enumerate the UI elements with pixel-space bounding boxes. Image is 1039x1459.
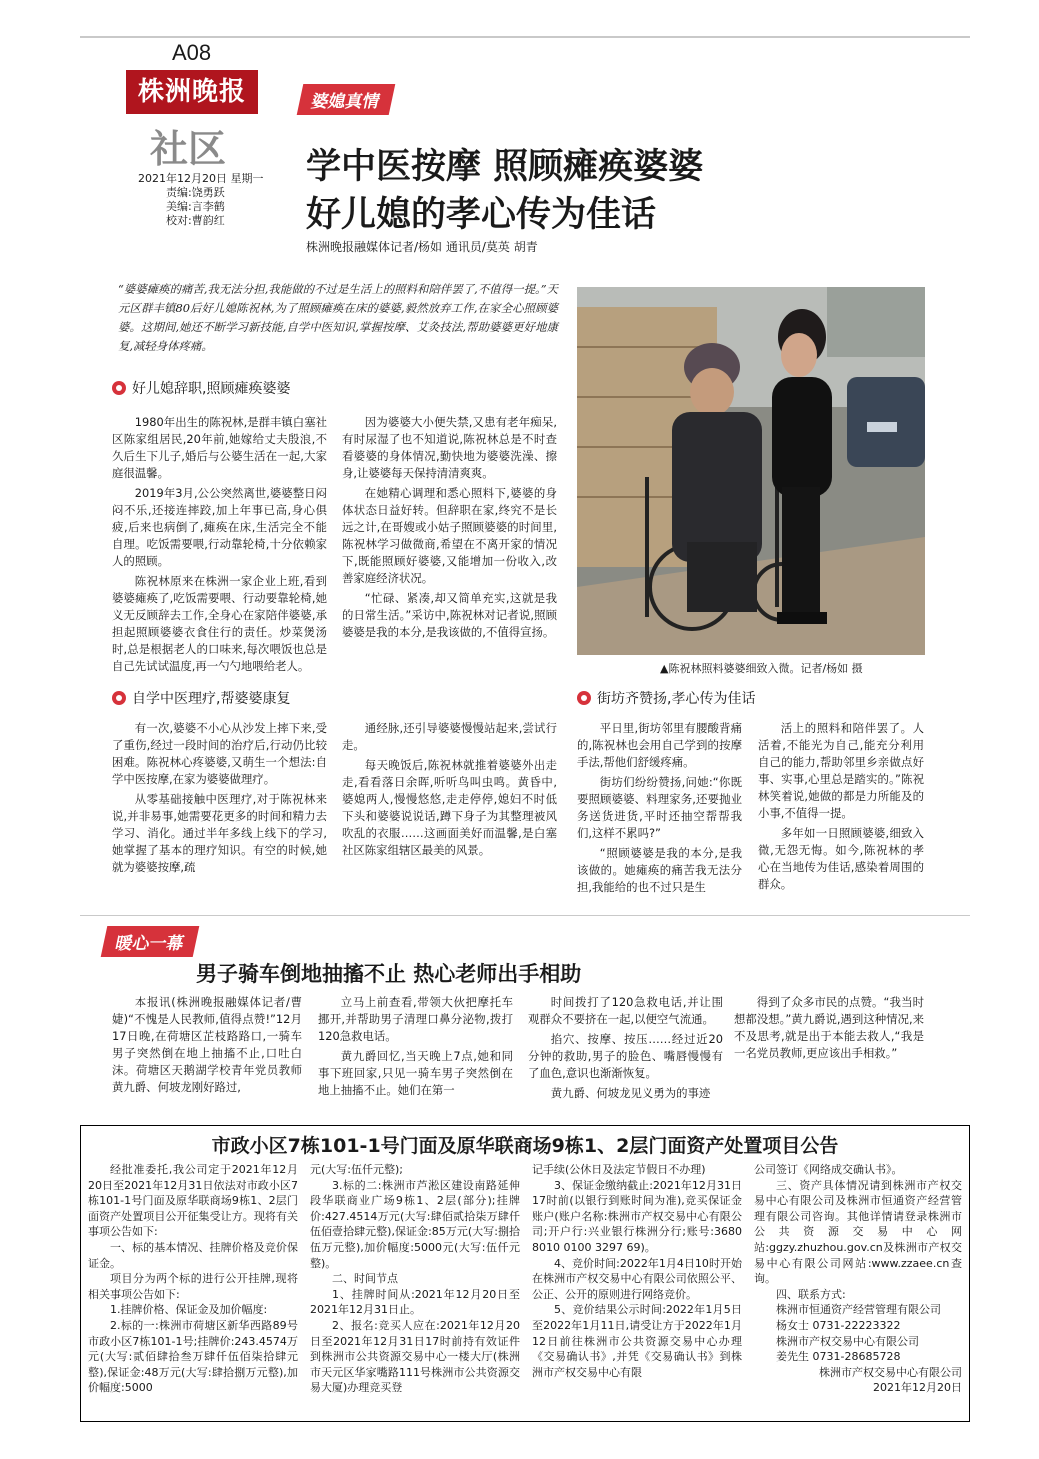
notice-title: 市政小区7栋101-1号门面及原华联商场9栋1、2层门面资产处置项目公告 <box>211 1135 839 1157</box>
page-number: A08 <box>172 40 212 65</box>
story2-col1 <box>112 994 302 1096</box>
notice-col2 <box>310 1162 520 1396</box>
section3-col1 <box>577 720 742 896</box>
editor: 责编:饶勇跃 <box>166 186 225 199</box>
story1-lead: “婆婆瘫痪的痛苦,我无法分担,我能做的不过是生活上的照料和陪伴罢了,不值得一提。”天元区群丰镇80后好儿媳陈祝林,为了照顾瘫痪在床的婆婆,毅然放弃工作,在家全心照顾婆婆。这期间,她还不断学习新技能,自学中医知识,掌握按摩、艾灸技法,帮助婆婆更好地康复,减轻身体疼痛。 <box>118 282 558 353</box>
notice-paragraph: 二、时间节点 <box>332 1272 398 1286</box>
notice-paragraph: 经批准委托,我公司定于2021年12月20日至2021年12月31日依法对市政小区7栋101-1号门面及原华联商场9栋1、2层门面资产处置项目公开征集受让方。现将有关事项公告如下: <box>88 1163 298 1239</box>
edition-date: 2021年12月20日 星期一 <box>138 172 264 185</box>
paragraph: 陈祝林原来在株洲一家企业上班,看到婆婆瘫痪了,吃饭需要喂、行动要靠轮椅,她义无反顾辞去工作,全身心在家陪伴婆婆,承担起照顾婆婆衣食住行的责任。炒菜煲汤时,总是根据老人的口味来,每次喂饭也总是自己先试试温度,再一勺勺地喂给老人。 <box>112 574 327 673</box>
story2-tag: 暖心一幕 <box>104 926 196 957</box>
story2-col2 <box>318 994 513 1099</box>
section2-col2 <box>342 720 557 859</box>
notice-paragraph: 元(大写:伍仟元整); <box>310 1163 403 1176</box>
notice-paragraph: 3、保证金缴纳截止:2021年12月31日17时前(以银行到账时间为准),竞买保证金账户(账户名称:株洲市产权交易中心有限公司;开户行:兴业银行株洲分行;账号:3680 8010 0100 3297 69)。 <box>532 1178 742 1254</box>
paragraph: 有一次,婆婆不小心从沙发上摔下来,受了重伤,经过一段时间的治疗后,行动仍比较困难。陈祝林心疼婆婆,又萌生一个想法:自学中医按摩,在家为婆婆做理疗。 <box>112 721 327 786</box>
top-rule <box>80 36 970 38</box>
art-editor: 美编:言李鹤 <box>166 200 225 213</box>
proofreader: 校对:曹韵红 <box>166 214 225 227</box>
notice-paragraph: 1.挂牌价格、保证金及加价幅度: <box>110 1303 268 1317</box>
notice-paragraph: 公司签订《网络成交确认书》。 <box>754 1163 903 1176</box>
paragraph: 活上的照料和陪伴罢了。人活着,不能光为自己,能充分利用自己的能力,帮助邻里乡亲做点好事、实事,心里总是踏实的。”陈祝林笑着说,她做的都是力所能及的小事,不值得一提。 <box>758 721 924 820</box>
notice-paragraph: 2.标的一:株洲市荷塘区新华西路89号市政小区7栋101-1号;挂牌价:243.4574万元(大写:贰佰肆拾叁万肆仟伍佰柒拾肆元整),保证金:48万元(大写:肆拾捌万元整),加价幅度:5000 <box>88 1318 298 1395</box>
photo-caption: ▲陈祝林照料婆婆细致入微。记者/杨如 摄 <box>660 662 863 675</box>
paragraph: 立马上前查看,带领大伙把摩托车挪开,并帮助男子清理口鼻分泌物,拨打120急救电话。 <box>318 995 513 1043</box>
section1-col1 <box>112 414 327 675</box>
story1-headline <box>306 143 703 239</box>
paragraph: 2019年3月,公公突然离世,婆婆整日闷闷不乐,还接连摔跤,加上年事已高,身心俱疲,后来也病倒了,瘫痪在床,生活完全不能自理。吃饭需要喂,行动靠轮椅,十分依赖家人的照顾。 <box>112 486 327 568</box>
notice-paragraph: 记手续(公休日及法定节假日不办理) <box>532 1163 706 1176</box>
paragraph: 平日里,街坊邻里有腰酸背痛的,陈祝林也会用自己学到的按摩手法,帮他们舒缓疼痛。 <box>577 721 742 769</box>
headline-line1: 学中医按摩 照顾瘫痪婆婆 <box>306 146 704 187</box>
paragraph: 通经脉,还引导婆婆慢慢站起来,尝试行走。 <box>342 721 557 752</box>
news-photo <box>577 287 925 655</box>
bullet-icon <box>112 691 126 705</box>
paragraph: 得到了众多市民的点赞。“我当时想都没想。”黄九爵说,遇到这种情况,来不及思考,就是出于本能去救人,“我是一名党员教师,更应该出手相救。” <box>734 995 924 1060</box>
paragraph: “照顾婆婆是我的本分,是我该做的。她瘫痪的痛苦我无法分担,我能给的也不过只是生 <box>577 846 742 894</box>
paragraph: 时间拨打了120急救电话,并让围观群众不要挤在一起,以便空气流通。 <box>528 995 723 1026</box>
section3-heading: 街坊齐赞扬,孝心传为佳话 <box>577 688 755 708</box>
story2-col4 <box>734 994 924 1062</box>
notice-signature-date: 2021年12月20日 <box>873 1381 962 1395</box>
newspaper-logo: 株洲晚报 <box>126 70 258 114</box>
story2-col3 <box>528 994 723 1102</box>
paragraph: 每天晚饭后,陈祝林就推着婆婆外出走走,看看落日余晖,听听鸟叫虫鸣。黄昏中,婆媳两人,慢慢悠悠,走走停停,媳妇不时低下头和婆婆说说话,蹲下身子为其整理被风吹乱的衣服……这画面美好而温馨,是白塞社区陈家组辖区最美的风景。 <box>342 758 557 857</box>
notice-col4 <box>754 1162 962 1396</box>
notice-signature-org: 株洲市产权交易中心有限公司 <box>819 1365 962 1379</box>
notice-paragraph: 项目分为两个标的进行公开挂牌,现将相关事项公告如下: <box>88 1272 298 1301</box>
notice-paragraph: 株洲市产权交易中心有限公司 <box>776 1334 919 1348</box>
paragraph: 因为婆婆大小便失禁,又患有老年痴呆,有时尿湿了也不知道说,陈祝林总是不时查看婆婆的身体情况,勤快地为婆婆洗澡、擦身,让婆婆每天保持清清爽爽。 <box>342 415 557 480</box>
section1-col2 <box>342 414 557 641</box>
story2-headline: 男子骑车倒地抽搐不止 热心老师出手相助 <box>196 961 582 986</box>
section3-col2 <box>758 720 924 893</box>
paragraph: 多年如一日照顾婆婆,细致入微,无怨无悔。如今,陈祝林的孝心在当地传为佳话,感染着周围的群众。 <box>758 826 924 891</box>
notice-paragraph: 株洲市恒通资产经营管理有限公司 <box>776 1303 941 1317</box>
notice-col1 <box>88 1162 298 1396</box>
section2-col1 <box>112 720 327 876</box>
notice-paragraph: 姜先生 0731-28685728 <box>776 1350 901 1364</box>
notice-paragraph: 一、标的基本情况、挂牌价格及竞价保证金。 <box>88 1240 298 1270</box>
story1-byline: 株洲晚报融媒体记者/杨如 通讯员/莫英 胡青 <box>306 240 538 254</box>
paragraph: 街坊们纷纷赞扬,问她:“你既要照顾婆婆、料理家务,还要抛业务送货进货,平时还抽空帮帮我们,这样不累吗?” <box>577 775 742 840</box>
notice-paragraph: 3.标的二:株洲市芦淞区建设南路延伸段华联商业广场9栋1、2层(部分);挂牌价:427.4514万元(大写:肆佰贰拾柒万肆仟伍佰壹拾肆元整),保证金:85万元(大写:捌拾伍万元整),加价幅度:5000元(大写:伍仟元整)。 <box>310 1178 520 1270</box>
paragraph: 从零基础接触中医理疗,对于陈祝林来说,并非易事,她需要花更多的时间和精力去学习、消化。通过半年多线上线下的学习,她掌握了基本的理疗知识。有空的时候,她就为婆婆按摩,疏 <box>112 792 327 874</box>
section-divider <box>80 915 970 916</box>
notice-paragraph: 杨女士 0731-22223322 <box>776 1318 901 1332</box>
notice-paragraph: 1、挂牌时间从:2021年12月20日至2021年12月31日止。 <box>310 1287 520 1317</box>
paragraph: 本报讯(株洲晚报融媒体记者/曹婕)“不愧是人民教师,值得点赞!”12月17日晚,在荷塘区芷枝路路口,一骑车男子突然倒在地上抽搐不止,口吐白沫。荷塘区天鹅湖学校青年党员教师黄九爵、何坡龙刚好路过, <box>112 995 302 1094</box>
notice-paragraph: 4、竞价时间:2022年1月4日10时开始在株洲市产权交易中心有限公司依照公平、公正、公开的原则进行网络竞价。 <box>532 1256 742 1301</box>
edition-meta <box>138 172 264 228</box>
notice-paragraph: 2、报名:竞买人应在:2021年12月20日至2021年12月31日17时前持有效证件到株洲市公共资源交易中心一楼大厅(株洲市天元区华家嘴路111号株洲市公共资源交易大厦)办理竞买登 <box>310 1318 520 1395</box>
bullet-icon <box>112 381 126 395</box>
section2-heading: 自学中医理疗,帮婆婆康复 <box>112 688 290 708</box>
notice-paragraph: 四、联系方式: <box>776 1287 846 1301</box>
paragraph: “忙碌、紧凑,却又简单充实,这就是我的日常生活。”采访中,陈祝林对记者说,照顾婆婆是我的本分,是我该做的,不值得宣扬。 <box>342 591 557 639</box>
notice-paragraph: 三、资产具体情况请到株洲市产权交易中心有限公司及株洲市恒通资产经营管理有限公司咨询。其他详情请登录株洲市公共资源交易中心网站:ggzy.zhuzhou.gov.cn及株洲市产权交易中心有限公司网站:www.zzaee.cn查询。 <box>754 1178 962 1286</box>
notice-col4-body <box>754 1162 962 1365</box>
paragraph: 1980年出生的陈祝林,是群丰镇白塞社区陈家组居民,20年前,她嫁给丈夫殷浪,不久后生下儿子,婚后与公婆生活在一起,大家庭很温馨。 <box>112 415 327 480</box>
section-name: 社区 <box>150 126 227 171</box>
paragraph: 黄九爵、何坡龙见义勇为的事迹 <box>550 1086 711 1100</box>
bullet-icon <box>577 691 591 705</box>
section1-heading: 好儿媳辞职,照顾瘫痪婆婆 <box>112 378 290 398</box>
paragraph: 在她精心调理和悉心照料下,婆婆的身体状态日益好转。但辞职在家,终究不是长远之计,在哥嫂或小姑子照顾婆婆的时间里,陈祝林学习做微商,希望在不离开家的情况下,既能照顾好婆婆,又能增加一份收入,改善家庭经济状况。 <box>342 486 557 585</box>
headline-line2: 好儿媳的孝心传为佳话 <box>306 194 657 235</box>
notice-col3 <box>532 1162 742 1380</box>
paragraph: 掐穴、按摩、按压……经过近20分钟的救助,男子的脸色、嘴唇慢慢有了血色,意识也渐渐恢复。 <box>528 1032 723 1080</box>
paragraph: 黄九爵回忆,当天晚上7点,她和同事下班回家,只见一骑车男子突然倒在地上抽搐不止。她们在第一 <box>318 1049 513 1097</box>
notice-paragraph: 5、竞价结果公示时间:2022年1月5日至2022年1月11日,请受让方于2022年1月12日前往株洲市公共资源交易中心办理《交易确认书》,并凭《交易确认书》到株洲市产权交易中心有限 <box>532 1303 742 1379</box>
story1-tag: 婆媳真情 <box>300 84 392 115</box>
